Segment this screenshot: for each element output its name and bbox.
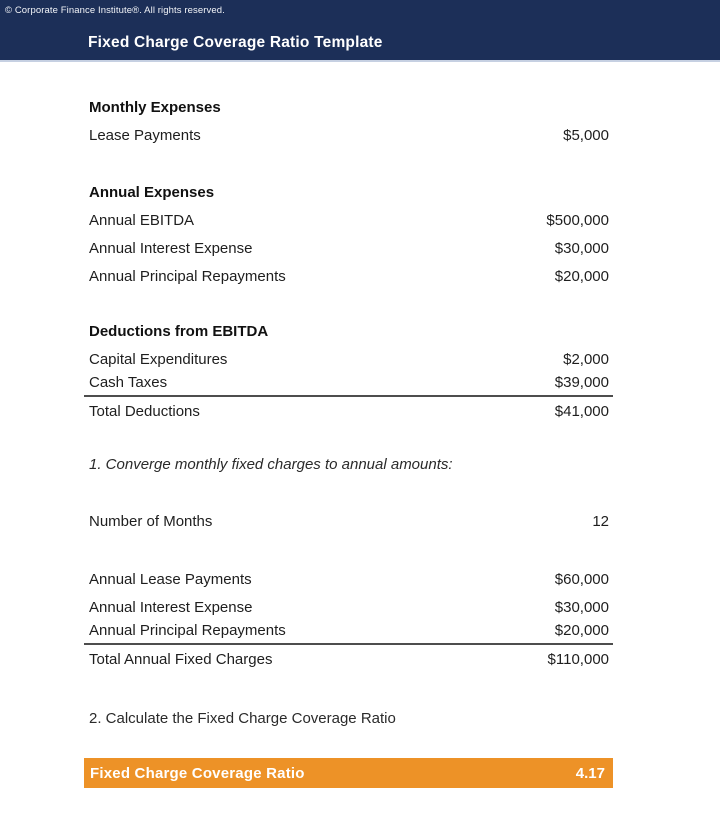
line-item-value: $2,000 xyxy=(563,350,609,368)
section-heading-monthly-expenses: Monthly Expenses xyxy=(89,98,221,116)
worksheet-content xyxy=(84,67,613,788)
line-item-row xyxy=(84,621,613,645)
line-item-value: $60,000 xyxy=(554,570,609,588)
line-item-label: Lease Payments xyxy=(89,126,201,144)
total-label: Total Deductions xyxy=(89,402,200,420)
line-item-row xyxy=(84,121,613,149)
line-item-label: Annual Principal Repayments xyxy=(89,267,286,285)
number-of-months-row xyxy=(84,507,613,535)
result-bar xyxy=(84,758,613,788)
copyright-text: © Corporate Finance Institute®. All rights reserved. xyxy=(5,5,225,16)
total-label: Total Annual Fixed Charges xyxy=(89,650,273,668)
total-annual-fixed-charges-row xyxy=(84,645,613,673)
line-item-label: Cash Taxes xyxy=(89,374,168,391)
line-item-value: $500,000 xyxy=(546,211,609,229)
line-item-row xyxy=(84,206,613,234)
result-value: 4.17 xyxy=(575,764,605,782)
line-item-label: Annual Principal Repayments xyxy=(89,622,286,639)
line-item-value: $5,000 xyxy=(563,126,609,144)
line-item-label: Annual EBITDA xyxy=(89,211,195,229)
line-item-value: $20,000 xyxy=(554,622,609,639)
step-1-note: 1. Converge monthly fixed charges to annual amounts: xyxy=(89,455,453,473)
line-item-value: $30,000 xyxy=(554,239,609,257)
line-item-row xyxy=(84,262,613,290)
line-item-row xyxy=(84,234,613,262)
section-heading-annual-expenses: Annual Expenses xyxy=(89,183,215,201)
result-label: Fixed Charge Coverage Ratio xyxy=(90,764,305,782)
step-2-note: 2. Calculate the Fixed Charge Coverage Ratio xyxy=(89,709,396,727)
line-item-label: Annual Lease Payments xyxy=(89,570,252,588)
line-item-value: $39,000 xyxy=(554,374,609,391)
section-heading-deductions: Deductions from EBITDA xyxy=(89,322,269,340)
line-item-value: $30,000 xyxy=(554,598,609,616)
line-item-value: $20,000 xyxy=(554,267,609,285)
line-item-row xyxy=(84,593,613,621)
page-title: Fixed Charge Coverage Ratio Template xyxy=(88,34,383,51)
line-item-label: Number of Months xyxy=(89,512,213,530)
total-value: $41,000 xyxy=(554,402,609,420)
line-item-value: 12 xyxy=(592,512,609,530)
line-item-row xyxy=(84,373,613,397)
total-value: $110,000 xyxy=(547,650,609,668)
line-item-label: Annual Interest Expense xyxy=(89,239,253,257)
line-item-row xyxy=(84,565,613,593)
header-bar xyxy=(0,0,720,62)
line-item-label: Annual Interest Expense xyxy=(89,598,253,616)
line-item-row xyxy=(84,345,613,373)
line-item-label: Capital Expenditures xyxy=(89,350,228,368)
total-deductions-row xyxy=(84,397,613,425)
